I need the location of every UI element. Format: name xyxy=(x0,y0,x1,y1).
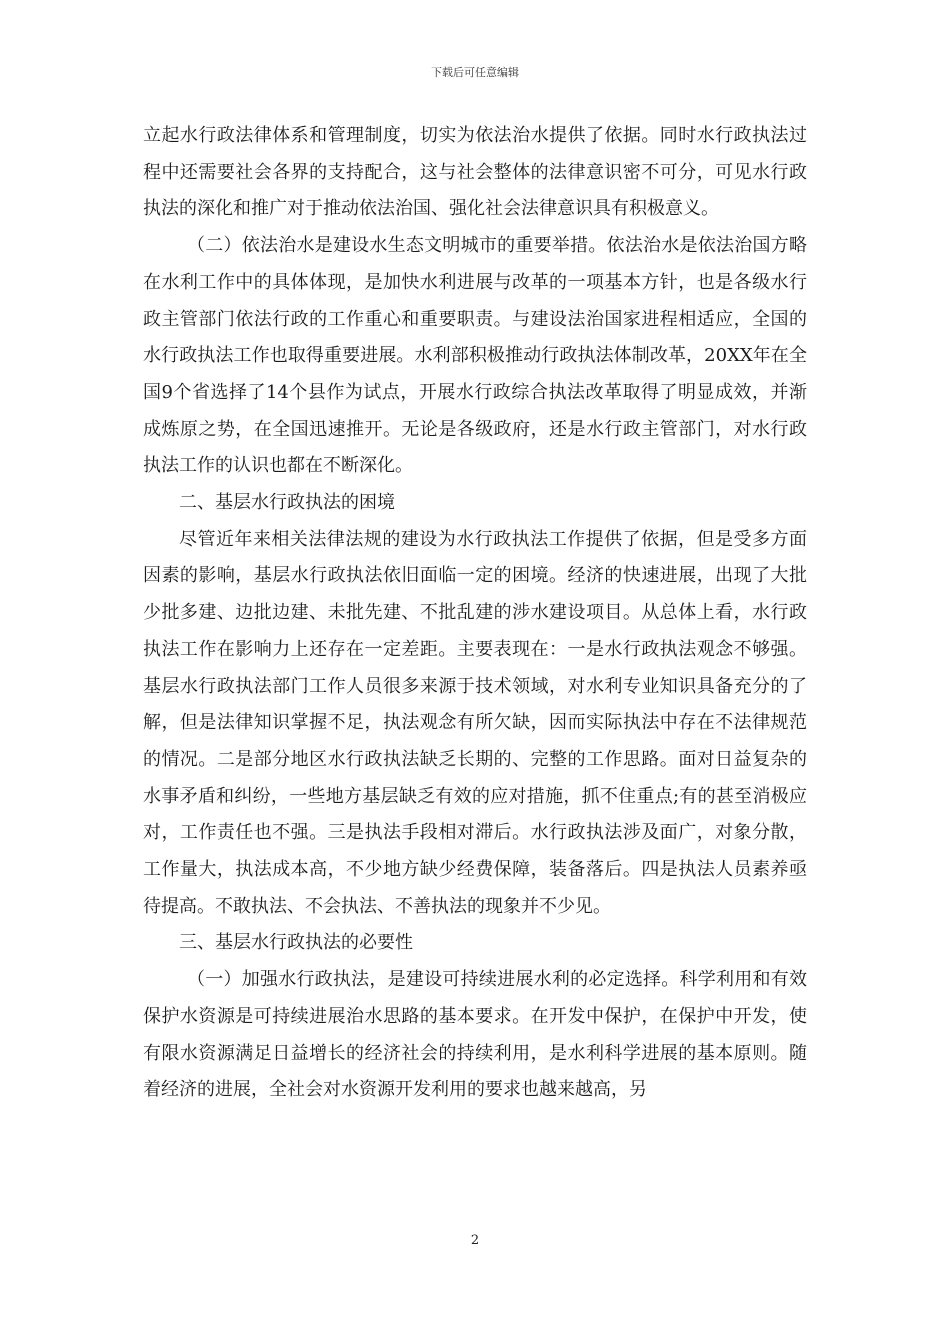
heading-section-2: 二、基层水行政执法的困境 xyxy=(179,492,395,514)
paragraph-section-3-1: （一）加强水行政执法，是建设可持续进展水利的必定选择。科学利用和有效保护水资源是可持续进展治水思路的基本要求。在开发中保护，在保护中开发，使有限水资源满足日益增长的经济社会的持续利用，是水利科学进展的基本原则。随着经济的进展，全社会对水资源开发利用的要求也越来越高，另 xyxy=(143,969,807,1101)
paragraph-section-2-2: （二）依法治水是建设水生态文明城市的重要举措。依法治水是依法治国方略在水利工作中的具体体现，是加快水利进展与改革的一项基本方针，也是各级水行政主管部门依法行政的工作重心和重要职责。与建设法治国家进程相适应，全国的水行政执法工作也取得重要进展。水利部积极推动行政执法体制改革，20XX年在全国9个省选择了14个县作为试点，开展水行政综合执法改革取得了明显成效，并渐成炼原之势，在全国迅速推开。无论是各级政府，还是水行政主管部门，对水行政执法工作的认识也都在不断深化。 xyxy=(143,235,807,477)
document-body xyxy=(143,118,807,1109)
paragraph-continuation: 立起水行政法律体系和管理制度，切实为依法治水提供了依据。同时水行政执法过程中还需要社会各界的支持配合，这与社会整体的法律意识密不可分，可见水行政执法的深化和推广对于推动依法治国、强化社会法律意识具有积极意义。 xyxy=(143,125,807,220)
heading-section-3: 三、基层水行政执法的必要性 xyxy=(179,932,413,954)
page-header: 下载后可任意编辑 xyxy=(431,66,519,79)
paragraph-difficulties: 尽管近年来相关法律法规的建设为水行政执法工作提供了依据，但是受多方面因素的影响，基层水行政执法依旧面临一定的困境。经济的快速进展，出现了大批少批多建、边批边建、未批先建、不批乱建的涉水建设项目。从总体上看，水行政执法工作在影响力上还存在一定差距。主要表现在：一是水行政执法观念不够强。基层水行政执法部门工作人员很多来源于技术领域，对水利专业知识具备充分的了解，但是法律知识掌握不足，执法观念有所欠缺，因而实际执法中存在不法律规范的情况。二是部分地区水行政执法缺乏长期的、完整的工作思路。面对日益复杂的水事矛盾和纠纷，一些地方基层缺乏有效的应对措施，抓不住重点;有的甚至消极应对，工作责任也不强。三是执法手段相对滞后。水行政执法涉及面广，对象分散，工作量大，执法成本高，不少地方缺少经费保障，装备落后。四是执法人员素养亟待提高。不敢执法、不会执法、不善执法的现象并不少见。 xyxy=(143,528,807,917)
page-number: 2 xyxy=(470,1233,480,1248)
